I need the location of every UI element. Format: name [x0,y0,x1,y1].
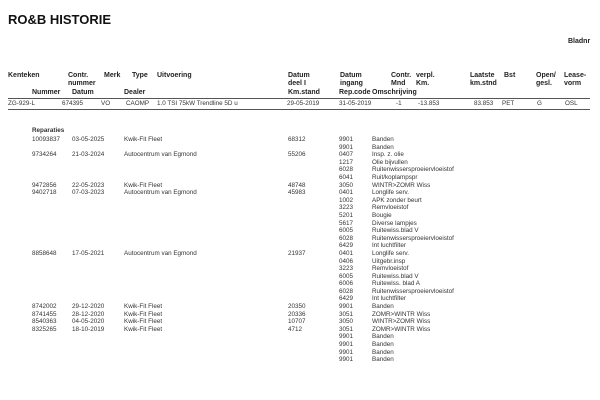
vehicle-contr-nummer: 674395 [62,100,84,107]
repair-rep-code: 0401 [339,189,354,197]
repair-rep-code: 5201 [339,211,354,219]
header-bst: Bst [504,72,516,79]
repair-omschrijving: Longlife serv. [372,249,409,257]
repair-rep-code: 6005 [339,227,354,235]
repair-dealer: Kwik-Fit Fleet [124,318,163,326]
repair-omschrijving: Banden [372,348,394,356]
header-merk: Merk [104,72,121,79]
header-datum-deel: Datum deel I [288,72,310,87]
repair-omschrijving: ZOMR>WINTR Wiss [372,325,431,333]
table-row [0,197,600,205]
repair-km-stand: 48748 [288,181,306,189]
vehicle-bst: PET [502,100,515,107]
table-row [0,288,600,296]
repair-rep-code: 6028 [339,287,354,295]
repair-dealer: Kwik-Fit Fleet [124,325,163,333]
repair-omschrijving: WINTR>ZOMR Wiss [372,181,431,189]
repair-omschrijving: ZOMR>WINTR Wiss [372,310,431,318]
header-verpl-km: verpl. Km. [416,72,435,87]
table-row [0,258,600,266]
header-type: Type [132,72,148,79]
repair-dealer: Autocentrum van Egmond [124,189,197,197]
repairs-list [0,136,600,364]
table-row [0,303,600,311]
header-rep-code: Rep.code [339,89,371,96]
table-row [0,166,600,174]
vehicle-open-gesl: G [537,100,542,107]
vehicle-datum-ingang: 31-05-2019 [339,100,372,107]
repair-omschrijving: Banden [372,303,394,311]
repair-nummer: 9734264 [32,151,57,159]
table-row [0,295,600,303]
header-contr-nummer: Contr. nummer [68,72,96,87]
repair-rep-code: 3050 [339,318,354,326]
repair-dealer: Autocentrum van Egmond [124,151,197,159]
repair-omschrijving: Banden [372,143,394,151]
table-row [0,349,600,357]
table-row [0,250,600,258]
repair-rep-code: 0406 [339,257,354,265]
repair-rep-code: 6028 [339,166,354,174]
repair-omschrijving: Banden [372,356,394,364]
repair-omschrijving: Int luchtfilter [372,242,406,250]
table-row [0,159,600,167]
table-row [0,356,600,364]
table-row [0,265,600,273]
vehicle-merk: VO [101,100,111,107]
vehicle-verpl-km: -13.853 [418,100,440,107]
repair-rep-code: 9901 [339,136,354,143]
bladnr-label: Bladnr [568,38,591,45]
repair-omschrijving: Bougie [372,211,392,219]
repair-omschrijving: Remvloeistof [372,204,409,212]
repair-datum: 07-03-2023 [72,189,105,197]
repair-omschrijving: Ruitenwissersproeiervloeistof [372,287,454,295]
vehicle-uitvoering: 1.0 TSI 75kW Trendline 5D u [157,100,238,107]
table-row [0,204,600,212]
repair-omschrijving: Ruitewiss. blad A [372,280,420,288]
repair-rep-code: 6429 [339,242,354,250]
repair-rep-code: 9901 [339,303,354,311]
repair-dealer: Kwik-Fit Fleet [124,136,163,143]
repair-omschrijving: WINTR>ZOMR Wiss [372,318,431,326]
repair-omschrijving: Uitgebr.insp [372,257,406,265]
repair-datum: 03-05-2025 [72,136,105,143]
vehicle-datum-deel: 29-05-2019 [287,100,320,107]
vehicle-lease-vorm: OSL [565,100,578,107]
table-row [0,311,600,319]
repair-omschrijving: Banden [372,136,394,143]
header-datum: Datum [72,89,94,96]
vehicle-type: CAOMP [126,100,150,107]
repair-rep-code: 0401 [339,249,354,257]
repair-dealer: Kwik-Fit Fleet [124,303,163,311]
header-km-stand: Km.stand [288,89,320,96]
repair-km-stand: 45983 [288,189,306,197]
repair-rep-code: 6429 [339,295,354,303]
repair-km-stand: 4712 [288,325,303,333]
repair-datum: 21-03-2024 [72,151,105,159]
repair-rep-code: 9901 [339,143,354,151]
repair-omschrijving: Longlife serv. [372,189,409,197]
repair-rep-code: 6041 [339,173,354,181]
repair-km-stand: 21937 [288,249,306,257]
table-row [0,174,600,182]
table-row [0,144,600,152]
table-row [0,242,600,250]
repair-datum: 04-05-2020 [72,318,105,326]
repair-km-stand: 20350 [288,303,306,311]
vehicle-contr-mnd: -1 [396,100,402,107]
repair-rep-code: 6005 [339,272,354,280]
table-row [0,182,600,190]
table-row [0,318,600,326]
table-row [0,220,600,228]
table-row [0,273,600,281]
repair-rep-code: 9901 [339,341,354,349]
repair-km-stand: 55206 [288,151,306,159]
repair-omschrijving: Olie bijvullen [372,158,408,166]
vehicle-divider [8,109,590,110]
repair-omschrijving: Insp. z. olie [372,151,404,159]
repair-nummer: 10093837 [32,136,61,143]
repair-omschrijving: Ruit/koplampspr [372,173,418,181]
repair-km-stand: 10707 [288,318,306,326]
repair-nummer: 8325265 [32,325,57,333]
table-row [0,189,600,197]
table-row [0,333,600,341]
repair-omschrijving: Diverse lampjes [372,219,417,227]
repair-rep-code: 9901 [339,348,354,356]
header-nummer: Nummer [32,89,61,96]
repair-rep-code: 3050 [339,181,354,189]
repair-rep-code: 3051 [339,325,354,333]
page-title: RO&B HISTORIE [8,12,112,27]
table-row [0,341,600,349]
repair-rep-code: 5617 [339,219,354,227]
table-row [0,136,600,144]
repair-rep-code: 6028 [339,234,354,242]
repair-rep-code: 3223 [339,265,354,273]
repair-omschrijving: Ruitenwissersproeiervloeistof [372,234,454,242]
repair-omschrijving: Ruitewiss.blad V [372,272,419,280]
repair-km-stand: 68312 [288,136,306,143]
repair-dealer: Kwik-Fit Fleet [124,310,163,318]
header-omschrijving: Omschrijving [372,89,417,96]
vehicle-laatste-kmstnd: 83.853 [474,100,494,107]
table-row [0,227,600,235]
repair-datum: 29-12-2020 [72,303,105,311]
repair-rep-code: 9901 [339,356,354,364]
header-datum-ingang: Datum ingang [340,72,363,87]
table-row [0,235,600,243]
repair-nummer: 9472856 [32,181,57,189]
header-kenteken: Kenteken [8,72,40,79]
table-row [0,151,600,159]
header-dealer: Dealer [124,89,146,96]
repair-rep-code: 3051 [339,310,354,318]
repair-rep-code: 9901 [339,333,354,341]
table-row [0,212,600,220]
repair-rep-code: 0407 [339,151,354,159]
header-divider [8,98,590,99]
repair-omschrijving: Remvloeistof [372,265,409,273]
repair-km-stand: 20336 [288,310,306,318]
repair-datum: 22-05-2023 [72,181,105,189]
repair-omschrijving: Ruitenwissersproeiervloeistof [372,166,454,174]
repair-dealer: Autocentrum van Egmond [124,249,197,257]
repair-omschrijving: Ruitewiss.blad V [372,227,419,235]
repair-omschrijving: Int luchtfilter [372,295,406,303]
repair-omschrijving: Banden [372,333,394,341]
repair-nummer: 8858648 [32,249,57,257]
repair-nummer: 9402718 [32,189,57,197]
repair-rep-code: 1217 [339,158,354,166]
header-contr-mnd: Contr. Mnd [391,72,412,87]
repair-omschrijving: Banden [372,341,394,349]
repair-nummer: 8742002 [32,303,57,311]
repair-nummer: 8741455 [32,310,57,318]
repair-rep-code: 3223 [339,204,354,212]
repair-nummer: 8540363 [32,318,57,326]
header-lease-vorm: Lease- vorm [564,72,587,87]
table-row [0,280,600,288]
header-open-gesl: Open/ gesl. [536,72,556,87]
header-laatste-kmstnd: Laatste km.stnd [470,72,497,87]
repair-datum: 18-10-2019 [72,325,105,333]
repair-dealer: Kwik-Fit Fleet [124,181,163,189]
repair-datum: 28-12-2020 [72,310,105,318]
header-uitvoering: Uitvoering [157,72,192,79]
vehicle-kenteken: ZG-929-L [8,100,35,107]
repair-datum: 17-05-2021 [72,249,105,257]
repair-rep-code: 1002 [339,196,354,204]
table-row [0,326,600,334]
repair-rep-code: 6006 [339,280,354,288]
repair-omschrijving: APK zonder beurt [372,196,422,204]
section-label-reparaties: Reparaties [32,127,65,134]
